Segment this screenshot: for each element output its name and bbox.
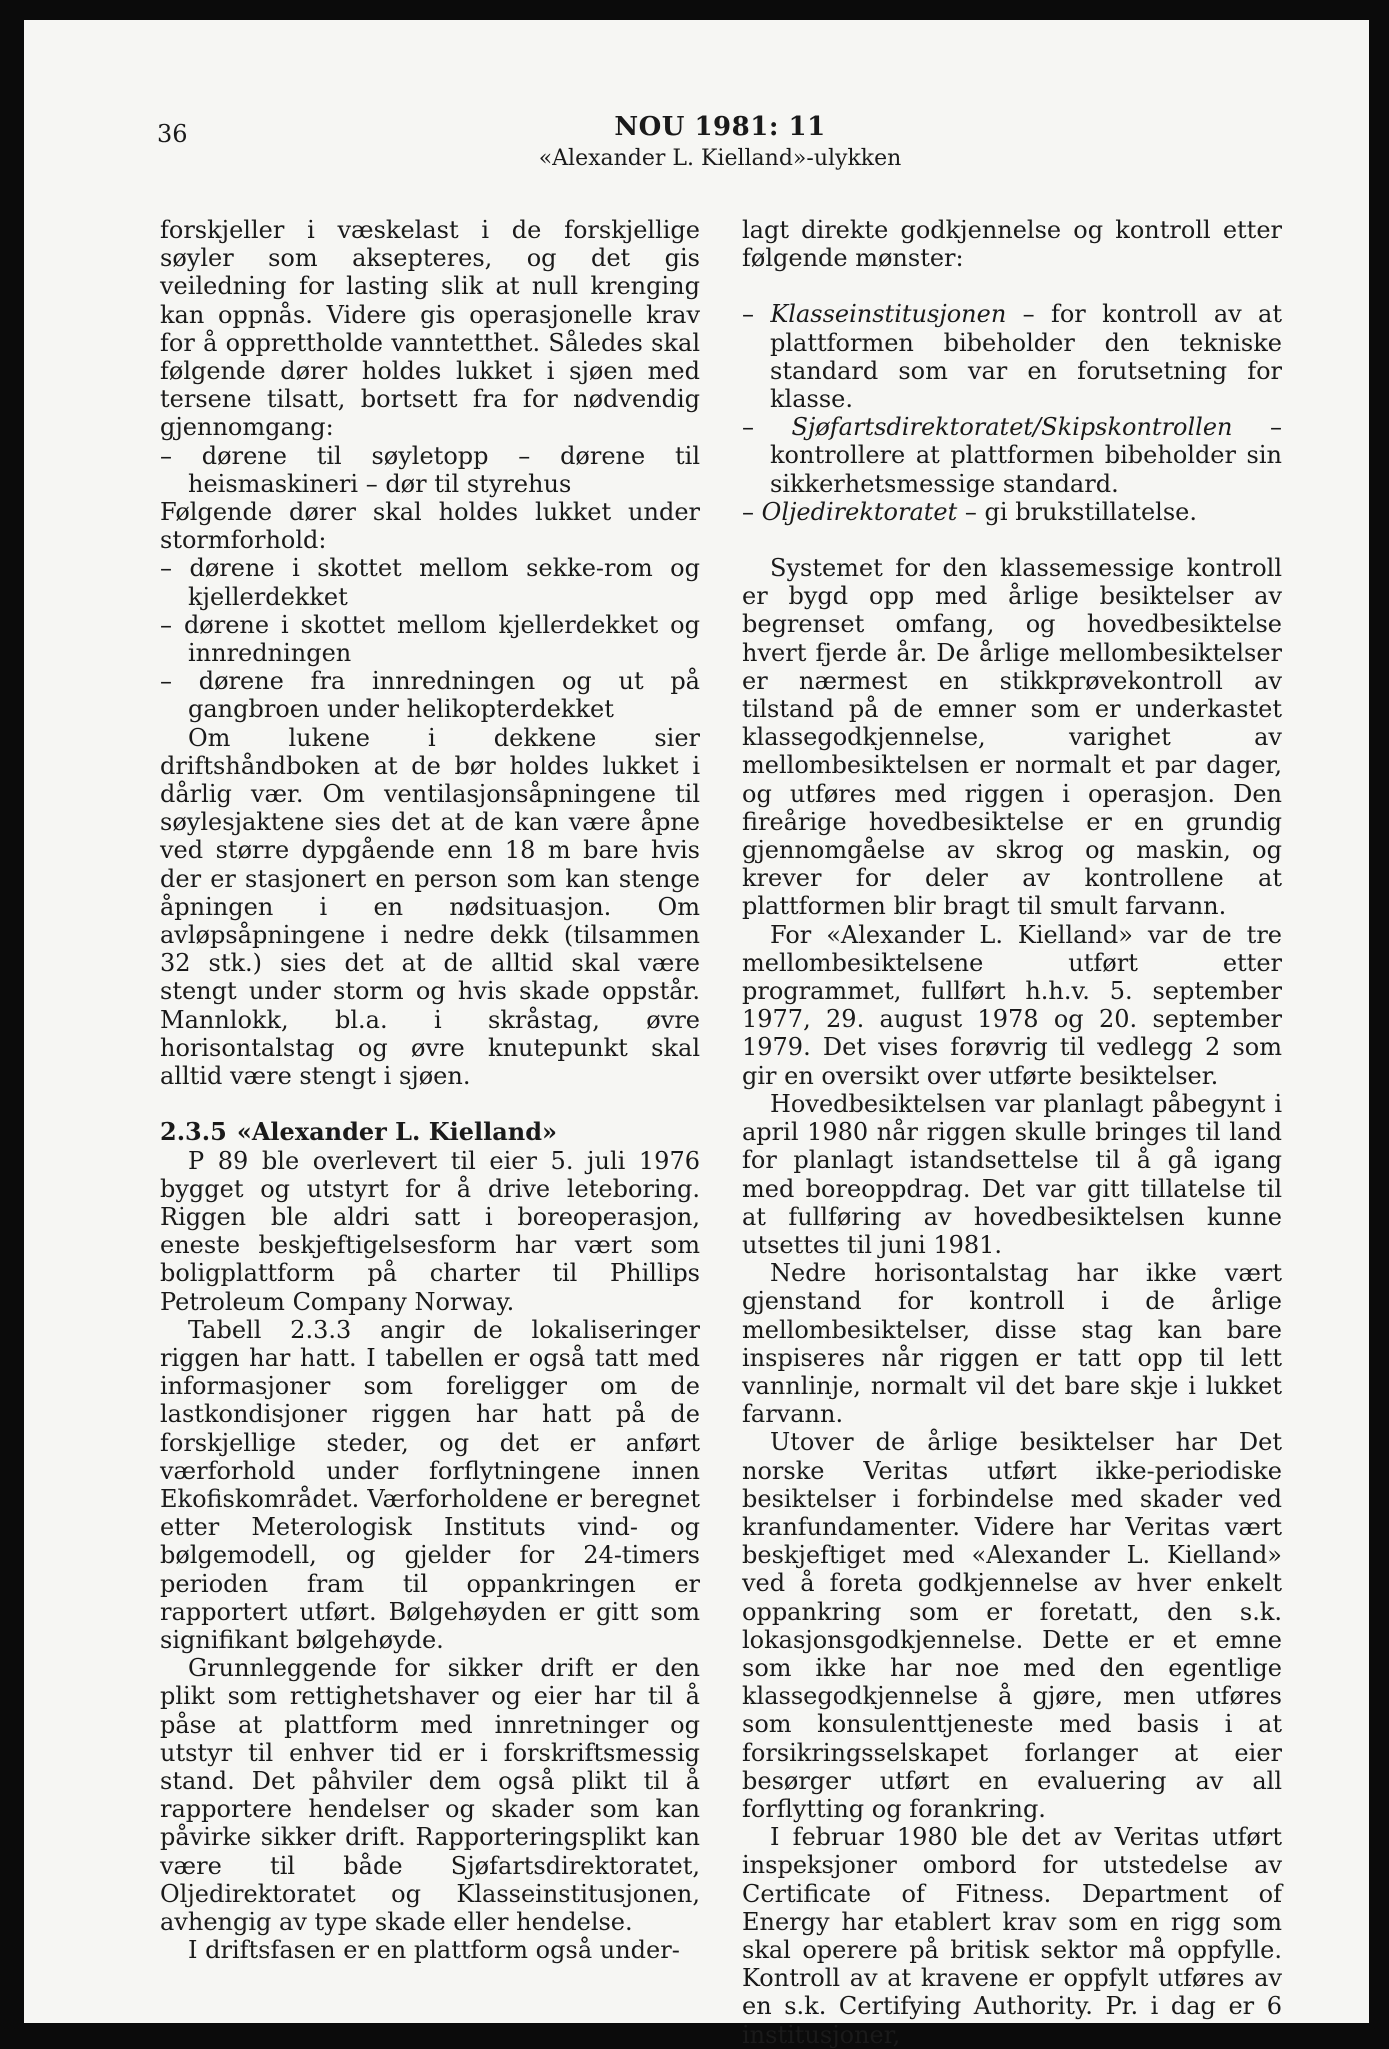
institution-name: Oljedirektoratet (761, 497, 958, 526)
list-dash: – (742, 497, 762, 526)
list-text: – gi brukstillatelse. (957, 497, 1197, 526)
paragraph: Systemet for den klassemessige kontroll er bygd opp med årlige besiktelser av begrenset omfang, og hovedbesiktelse hvert fjerde år. De årlige mellombesiktelser er nærmest en stikkprøvekontroll av tilstand på de emner som er underkastet klassegodkjennelse, varighet av mellombesiktelsen er normalt et par dager, og utføres med riggen i operasjon. Den fireårige hovedbesiktelse er en grundig gjennomgåelse av skrog og maskin, og krever for deler av kontrollene at plattformen blir bragt til smult farvann. (742, 554, 1282, 921)
section-heading (160, 1118, 700, 1146)
paragraph: For «Alexander L. Kielland» var de tre mellombesiktelsene utført etter programmet, fullført h.h.v. 5. september 1977, 29. august 1978 og 20. september 1979. Det vises forøvrig til vedlegg 2 som gir en oversikt over utførte besiktelser. (742, 920, 1282, 1090)
paragraph: Tabell 2.3.3 angir de lokaliseringer riggen har hatt. I tabellen er også tatt med informasjoner som foreligger om de lastkondisjoner riggen har hatt på de forskjellige steder, og det er anført værforhold under forflytningene innen Ekofiskområdet. Værforholdene er beregnet etter Meterologisk Instituts vind- og bølgemodell, og gjelder for 24-timers perioden fram til oppankringen er rapportert utført. Bølgehøyden er gitt som signifikant bølgehøyde. (160, 1315, 700, 1654)
paragraph: Grunnleggende for sikker drift er den plikt som rettighetshaver og eier har til å påse at plattform med innretninger og utstyr til enhver tid er i forskriftsmessig stand. Det påhviler dem også plikt til å rapportere hendelser og skader som kan påvirke sikker drift. Rapporteringsplikt kan være til både Sjøfartsdirektoratet, Oljedirektoratet og Klasseinstitusjonen, avhengig av type skade eller hendelse. (160, 1654, 700, 1936)
list-item (742, 413, 1282, 498)
list-item (742, 300, 1282, 413)
paragraph: I februar 1980 ble det av Veritas utført inspeksjoner ombord for utstedelse av Certificate of Fitness. Department of Energy har etablert krav som en rigg som skal operere på britisk sektor må oppfylle. Kontroll av at kravene er oppfylt utføres av en s.k. Certifying Authority. Pr. i dag er 6 institusjoner, (742, 1823, 1282, 2049)
running-head (500, 112, 940, 171)
spacer (742, 272, 1282, 300)
list-item: – dørene til søyletopp – dørene til heismaskineri – dør til styrehus (160, 441, 700, 498)
list-dash: – (742, 413, 792, 442)
paragraph: P 89 ble overlevert til eier 5. juli 1976 bygget og utstyrt for å drive leteboring. Riggen ble aldri satt i boreoperasjon, eneste beskjeftigelsesform har vært som boligplattform på charter til Phillips Petroleum Company Norway. (160, 1146, 700, 1316)
list-dash: – (742, 300, 771, 329)
paragraph: Følgende dører skal holdes lukket under stormforhold: (160, 498, 700, 555)
paragraph: Hovedbesiktelsen var planlagt påbegynt i april 1980 når riggen skulle bringes til land for planlagt istandsettelse til å gå igang med boreoppdrag. Det var gitt tillatelse til at fullføring av hovedbesiktelsen kunne utsettes til juni 1981. (742, 1089, 1282, 1259)
section-number: 2.3.5 (160, 1117, 227, 1147)
page-number: 36 (157, 120, 188, 148)
list-text: – for kontroll av at plattformen bibeholder den tekniske standard som var en forutsetning for klasse. (770, 300, 1282, 414)
list-item: – dørene fra innredningen og ut på gangbroen under helikopterdekket (160, 667, 700, 724)
list-item: – dørene i skottet mellom sekke-rom og kjellerdekket (160, 554, 700, 611)
paragraph: I driftsfasen er en plattform også under- (188, 1936, 680, 1965)
document-title: NOU 1981: 11 (614, 112, 826, 142)
document-subtitle: «Alexander L. Kielland»-ulykken (538, 146, 902, 171)
institution-name: Klasseinstitusjonen (770, 300, 1007, 329)
paragraph: forskjeller i væskelast i de forskjellige søyler som aksepteres, og det gis veiledning for lasting slik at null krenging kan oppnås. Videre gis operasjonelle krav for å opprettholde vanntetthet. Således skal følgende dører holdes lukket i sjøen med tersene tilsatt, bortsett fra for nødvendig gjennomgang: (160, 216, 700, 442)
paragraph: Om lukene i dekkene sier driftshåndboken at de bør holdes lukket i dårlig vær. Om ventilasjonsåpningene til søylesjaktene sies det at de kan være åpne ved større dypgående enn 18 m bare hvis der er stasjonert en person som kan stenge åpningen i en nødsituasjon. Om avløpsåpningene i nedre dekk (tilsammen 32 stk.) sies det at de alltid skal være stengt under storm og hvis skade oppstår. Mannlokk, bl.a. i skråstag, øvre horisontalstag og øvre knutepunkt skal alltid være stengt i sjøen. (160, 723, 700, 1091)
institution-name: Sjøfartsdirektoratet/Skipskontrollen (791, 413, 1233, 442)
section-title: «Alexander L. Kielland» (236, 1117, 558, 1147)
right-column (742, 216, 1282, 2049)
paragraph: Utover de årlige besiktelser har Det norske Veritas utført ikke-periodiske besiktelser i forbindelse med skader ved kranfundamenter. Videre har Veritas vært beskjeftiget med «Alexander L. Kielland» ved å foreta godkjennelse av hver enkelt oppankring som er foretatt, den s.k. lokasjonsgodkjennelse. Dette er et emne som ikke har noe med den egentlige klassegodkjennelse å gjøre, men utføres som konsulenttjeneste med basis i at forsikringsselskapet forlanger at eier besørger utført en evaluering av all forflytting og forankring. (742, 1428, 1282, 1823)
paragraph: Nedre horisontalstag har ikke vært gjenstand for kontroll i de årlige mellombesiktelser, disse stag kan bare inspiseres når riggen er tatt opp til lett vannlinje, normalt vil det bare skje i lukket farvann. (742, 1259, 1282, 1429)
list-text: – kontrollere at plattformen bibeholder sin sikkerhetsmessige standard. (770, 413, 1282, 498)
left-column (160, 216, 700, 1964)
paragraph: lagt direkte godkjennelse og kontroll etter følgende mønster: (742, 216, 1282, 273)
list-item: – dørene i skottet mellom kjellerdekket og innredningen (160, 610, 700, 668)
list-item (742, 498, 1282, 526)
spacer (742, 526, 1282, 554)
